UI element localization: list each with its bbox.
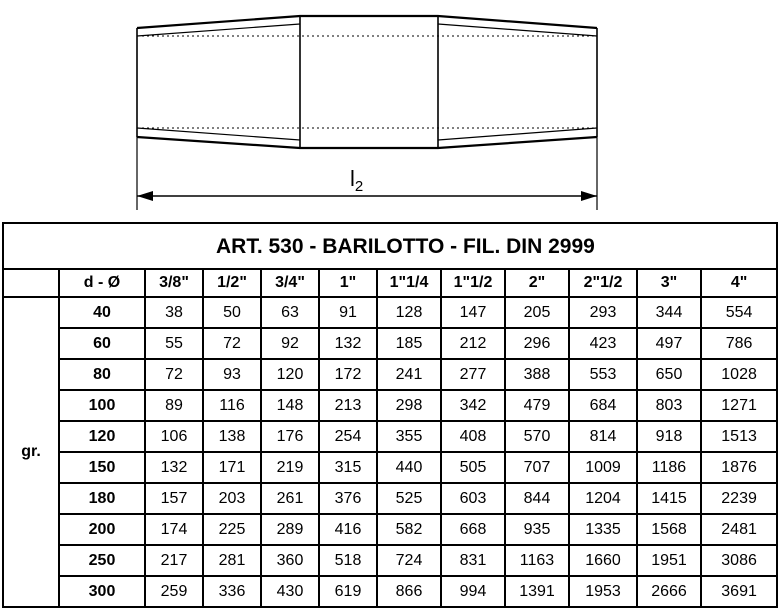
- group-label: gr.: [3, 297, 59, 607]
- value-cell: 497: [637, 328, 701, 359]
- table-row: [3, 545, 777, 576]
- value-cell: 1204: [569, 483, 637, 514]
- diameter-cell: 300: [59, 576, 145, 607]
- table-row: [3, 421, 777, 452]
- value-cell: 2239: [701, 483, 777, 514]
- value-cell: 2666: [637, 576, 701, 607]
- value-cell: 1568: [637, 514, 701, 545]
- value-cell: 120: [261, 359, 319, 390]
- value-cell: 994: [441, 576, 505, 607]
- value-cell: 171: [203, 452, 261, 483]
- column-header: 1"1/4: [377, 269, 441, 297]
- value-cell: 376: [319, 483, 377, 514]
- value-cell: 92: [261, 328, 319, 359]
- value-cell: 72: [145, 359, 203, 390]
- svg-text:l2: [350, 166, 363, 195]
- value-cell: 668: [441, 514, 505, 545]
- value-cell: 388: [505, 359, 569, 390]
- column-header: 2"1/2: [569, 269, 637, 297]
- diameter-cell: 100: [59, 390, 145, 421]
- value-cell: 132: [319, 328, 377, 359]
- value-cell: 2481: [701, 514, 777, 545]
- value-cell: 582: [377, 514, 441, 545]
- value-cell: 259: [145, 576, 203, 607]
- value-cell: 935: [505, 514, 569, 545]
- value-cell: 89: [145, 390, 203, 421]
- value-cell: 505: [441, 452, 505, 483]
- value-cell: 38: [145, 297, 203, 328]
- value-cell: 525: [377, 483, 441, 514]
- value-cell: 225: [203, 514, 261, 545]
- value-cell: 1391: [505, 576, 569, 607]
- column-header: 3/8": [145, 269, 203, 297]
- barrel-nipple-drawing: [0, 0, 780, 220]
- column-header: 1/2": [203, 269, 261, 297]
- value-cell: 344: [637, 297, 701, 328]
- value-cell: 55: [145, 328, 203, 359]
- value-cell: 1953: [569, 576, 637, 607]
- value-cell: 918: [637, 421, 701, 452]
- value-cell: 91: [319, 297, 377, 328]
- value-cell: 814: [569, 421, 637, 452]
- table-row: [3, 390, 777, 421]
- value-cell: 241: [377, 359, 441, 390]
- value-cell: 336: [203, 576, 261, 607]
- value-cell: 298: [377, 390, 441, 421]
- value-cell: 786: [701, 328, 777, 359]
- diameter-cell: 150: [59, 452, 145, 483]
- value-cell: 430: [261, 576, 319, 607]
- value-cell: 342: [441, 390, 505, 421]
- value-cell: 63: [261, 297, 319, 328]
- value-cell: 554: [701, 297, 777, 328]
- value-cell: 1660: [569, 545, 637, 576]
- value-cell: 355: [377, 421, 441, 452]
- dimension-table: [2, 222, 778, 608]
- diameter-cell: 250: [59, 545, 145, 576]
- value-cell: 132: [145, 452, 203, 483]
- table-title: ART. 530 - BARILOTTO - FIL. DIN 2999: [3, 223, 777, 269]
- value-cell: 844: [505, 483, 569, 514]
- value-cell: 408: [441, 421, 505, 452]
- column-header: 4": [701, 269, 777, 297]
- value-cell: 831: [441, 545, 505, 576]
- diameter-cell: 40: [59, 297, 145, 328]
- value-cell: 416: [319, 514, 377, 545]
- value-cell: 423: [569, 328, 637, 359]
- value-cell: 213: [319, 390, 377, 421]
- dimension-label: l: [350, 166, 355, 191]
- value-cell: 50: [203, 297, 261, 328]
- table-row: [3, 452, 777, 483]
- value-cell: 684: [569, 390, 637, 421]
- value-cell: 1028: [701, 359, 777, 390]
- table-row: [3, 328, 777, 359]
- value-cell: 128: [377, 297, 441, 328]
- value-cell: 553: [569, 359, 637, 390]
- value-cell: 185: [377, 328, 441, 359]
- table-body: [3, 297, 777, 607]
- value-cell: 176: [261, 421, 319, 452]
- value-cell: 157: [145, 483, 203, 514]
- value-cell: 1009: [569, 452, 637, 483]
- value-cell: 174: [145, 514, 203, 545]
- value-cell: 172: [319, 359, 377, 390]
- value-cell: 289: [261, 514, 319, 545]
- table-row: [3, 514, 777, 545]
- value-cell: 866: [377, 576, 441, 607]
- value-cell: 650: [637, 359, 701, 390]
- value-cell: 203: [203, 483, 261, 514]
- value-cell: 1513: [701, 421, 777, 452]
- dimension-subscript: 2: [354, 178, 364, 195]
- value-cell: 1186: [637, 452, 701, 483]
- value-cell: 219: [261, 452, 319, 483]
- value-cell: 93: [203, 359, 261, 390]
- value-cell: 148: [261, 390, 319, 421]
- value-cell: 217: [145, 545, 203, 576]
- value-cell: 254: [319, 421, 377, 452]
- column-header: 1"1/2: [441, 269, 505, 297]
- value-cell: 360: [261, 545, 319, 576]
- value-cell: 147: [441, 297, 505, 328]
- value-cell: 724: [377, 545, 441, 576]
- value-cell: 1415: [637, 483, 701, 514]
- value-cell: 296: [505, 328, 569, 359]
- table-header-row: [3, 269, 777, 297]
- value-cell: 707: [505, 452, 569, 483]
- value-cell: 116: [203, 390, 261, 421]
- value-cell: 281: [203, 545, 261, 576]
- diameter-cell: 60: [59, 328, 145, 359]
- table-row: [3, 359, 777, 390]
- value-cell: 212: [441, 328, 505, 359]
- column-header: 3": [637, 269, 701, 297]
- diameter-cell: 180: [59, 483, 145, 514]
- value-cell: 803: [637, 390, 701, 421]
- corner-cell: [3, 269, 59, 297]
- value-cell: 3691: [701, 576, 777, 607]
- value-cell: 1951: [637, 545, 701, 576]
- table-row: [3, 297, 777, 328]
- value-cell: 570: [505, 421, 569, 452]
- value-cell: 261: [261, 483, 319, 514]
- column-header: 3/4": [261, 269, 319, 297]
- diameter-cell: 80: [59, 359, 145, 390]
- value-cell: 293: [569, 297, 637, 328]
- value-cell: 603: [441, 483, 505, 514]
- column-header: 2": [505, 269, 569, 297]
- value-cell: 1335: [569, 514, 637, 545]
- value-cell: 315: [319, 452, 377, 483]
- diameter-header: d - Ø: [59, 269, 145, 297]
- value-cell: 1163: [505, 545, 569, 576]
- value-cell: 205: [505, 297, 569, 328]
- value-cell: 1876: [701, 452, 777, 483]
- table-row: [3, 483, 777, 514]
- value-cell: 1271: [701, 390, 777, 421]
- value-cell: 277: [441, 359, 505, 390]
- value-cell: 440: [377, 452, 441, 483]
- value-cell: 518: [319, 545, 377, 576]
- value-cell: 479: [505, 390, 569, 421]
- value-cell: 72: [203, 328, 261, 359]
- diameter-cell: 120: [59, 421, 145, 452]
- diameter-cell: 200: [59, 514, 145, 545]
- value-cell: 138: [203, 421, 261, 452]
- column-header: 1": [319, 269, 377, 297]
- value-cell: 3086: [701, 545, 777, 576]
- value-cell: 619: [319, 576, 377, 607]
- value-cell: 106: [145, 421, 203, 452]
